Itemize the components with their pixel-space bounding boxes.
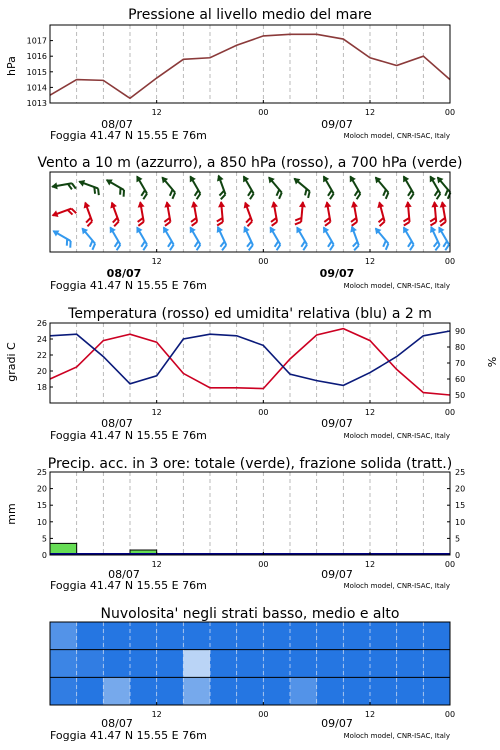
wind-barb-head <box>347 174 356 183</box>
precipitation-ytick-ticklabel: 10 <box>36 517 47 527</box>
wind-barb-head <box>320 225 329 234</box>
pressure-line <box>50 34 450 98</box>
wind-barb <box>295 201 307 226</box>
pressure-ytick-ticklabel: 1017 <box>26 36 47 46</box>
cloud-xtick-ticklabel: 12 <box>151 710 162 719</box>
wind-barb-feather <box>404 222 410 226</box>
wind-barb <box>134 201 148 226</box>
cloud-cell <box>423 622 450 650</box>
wind-barb-head <box>435 225 444 234</box>
cloud-cell <box>370 622 397 650</box>
cloud-cell <box>317 622 344 650</box>
wind-barb-head <box>267 225 276 234</box>
wind-barb <box>290 175 314 198</box>
temperature-date-1: 08/07 <box>101 417 133 430</box>
wind-barb <box>265 225 285 251</box>
pressure-ytick-ticklabel: 1016 <box>26 52 47 62</box>
cloud-cell <box>263 677 290 705</box>
wind-location: Foggia 41.47 N 15.55 E 76m <box>50 279 207 292</box>
wind-xtick-ticklabel: 00 <box>444 257 456 266</box>
humidity-ytick-ticklabel: 90 <box>455 327 466 336</box>
cloud-cell <box>343 677 370 705</box>
precipitation-ytick-ticklabel: 15 <box>36 501 47 511</box>
wind-barb <box>161 201 175 226</box>
pressure-ylabel: hPa <box>5 56 18 76</box>
wind-barb <box>370 225 393 249</box>
wind-barb-head <box>163 201 171 208</box>
precipitation-date-1: 08/07 <box>108 568 140 581</box>
wind-barb-head <box>215 173 224 181</box>
wind-xtick-ticklabel: 12 <box>151 257 162 266</box>
cloud-xtick-ticklabel: 12 <box>364 710 376 719</box>
wind-barb <box>103 176 129 196</box>
precipitation-ytick-ticklabel: 25 <box>36 468 47 477</box>
pressure-xtick-ticklabel: 12 <box>151 108 162 117</box>
wind-barb <box>398 174 418 200</box>
precipitation-ytick-right-ticklabel: 0 <box>455 551 461 560</box>
wind-barb-feather <box>295 221 301 225</box>
wind-barb <box>346 224 363 250</box>
temperature-credit: Moloch model, CNR-ISAC, Italy <box>343 432 450 440</box>
precipitation-grid <box>77 472 424 555</box>
precipitation-yticks <box>37 468 465 560</box>
precipitation-date-2: 09/07 <box>321 568 353 581</box>
wind-barb-head <box>51 182 58 190</box>
wind-barb <box>348 201 362 226</box>
wind-barb <box>106 200 123 226</box>
precipitation-ytick-ticklabel: 20 <box>36 484 47 494</box>
precipitation-credit: Moloch model, CNR-ISAC, Italy <box>343 582 450 590</box>
humidity-ylabel: % <box>485 356 498 368</box>
wind-barb <box>131 225 151 251</box>
wind-barb-feather <box>440 222 446 226</box>
cloud-cell <box>157 650 184 678</box>
cloud-title: Nuvolosita' negli strati basso, medio e alto <box>100 606 400 622</box>
wind-barb-head <box>133 174 142 183</box>
cloud-cell <box>397 622 424 650</box>
cloud-cells <box>50 622 450 705</box>
pressure-panel <box>5 7 455 142</box>
precipitation-bars <box>50 543 450 555</box>
wind-barb <box>321 201 335 226</box>
precipitation-ytick-right-ticklabel: 10 <box>455 517 466 527</box>
wind-barb <box>318 174 338 200</box>
precipitation-ytick-right-ticklabel: 5 <box>455 534 461 544</box>
cloud-cell <box>423 650 450 678</box>
wind-panel <box>37 155 462 292</box>
cloud-cell <box>183 650 210 678</box>
cloud-cell <box>290 677 317 705</box>
wind-barb <box>370 174 393 198</box>
wind-barb <box>436 201 450 226</box>
precipitation-xtick-ticklabel: 00 <box>444 560 456 569</box>
cloud-cell <box>210 622 237 650</box>
wind-barb-head <box>82 200 91 208</box>
cloud-cell <box>343 622 370 650</box>
wind-barb <box>398 225 418 251</box>
cloud-cell <box>50 622 77 650</box>
wind-barb-head <box>428 225 437 233</box>
wind-barb <box>428 201 440 226</box>
cloud-cell <box>237 677 264 705</box>
precipitation-xtick-ticklabel: 00 <box>258 560 269 569</box>
wind-barb-feather <box>430 222 436 226</box>
temperature-ytick-ticklabel: 22 <box>36 351 47 360</box>
wind-barb-head <box>376 200 384 208</box>
wind-date-2: 09/07 <box>319 267 355 280</box>
temperature-panel <box>5 306 498 442</box>
cloud-cell <box>130 622 157 650</box>
pressure-date-1: 08/07 <box>101 118 133 131</box>
wind-barb-head <box>137 201 145 208</box>
wind-barb-head <box>320 174 329 183</box>
wind-barb <box>345 174 365 200</box>
pressure-title: Pressione al livello medio del mare <box>128 7 372 23</box>
precipitation-frame <box>50 472 450 555</box>
cloud-cell <box>50 677 77 705</box>
precipitation-location: Foggia 41.47 N 15.55 E 76m <box>50 579 207 592</box>
wind-barb <box>77 225 100 249</box>
wind-barb-head <box>350 201 358 208</box>
wind-barb-feather <box>68 241 74 248</box>
wind-barb <box>213 173 230 199</box>
wind-barb-head <box>104 176 113 185</box>
precipitation-xtick-ticklabel: 12 <box>364 560 376 569</box>
pressure-ytick-ticklabel: 1015 <box>26 67 47 77</box>
temperature-title: Temperatura (rosso) ed umidita' relativa (blu) a 2 m <box>68 306 432 322</box>
cloud-cell <box>317 677 344 705</box>
wind-barb <box>239 225 258 251</box>
wind-barb-head <box>190 201 198 208</box>
cloud-cell <box>157 677 184 705</box>
cloud-cell <box>130 677 157 705</box>
wind-barb-head <box>218 201 225 208</box>
cloud-cell <box>370 677 397 705</box>
pressure-series <box>50 34 450 98</box>
wind-barb-head <box>427 174 436 183</box>
pressure-date-2: 09/07 <box>321 118 353 131</box>
cloud-cell <box>183 677 210 705</box>
precipitation-xtick-ticklabel: 12 <box>151 560 162 569</box>
cloud-date-1: 08/07 <box>101 717 133 730</box>
wind-barb <box>49 227 75 247</box>
wind-barb <box>131 174 151 200</box>
wind-barb-head <box>242 200 251 208</box>
precipitation-ylabel: mm <box>5 503 18 525</box>
wind-barb-head <box>133 225 142 234</box>
wind-barb-feather <box>217 222 223 226</box>
temperature-ytick-ticklabel: 24 <box>36 335 47 344</box>
wind-barb-feather <box>351 222 357 226</box>
pressure-ytick-ticklabel: 1013 <box>26 99 47 108</box>
pressure-yticks <box>27 37 53 108</box>
wind-barb-head <box>400 174 409 183</box>
wind-barb-head <box>299 201 306 208</box>
cloud-xtick-ticklabel: 00 <box>258 710 269 719</box>
cloud-cell <box>183 622 210 650</box>
wind-barb <box>185 225 205 251</box>
cloud-cell <box>397 650 424 678</box>
temperature-xtick-ticklabel: 00 <box>444 408 456 417</box>
wind-barb <box>79 200 96 226</box>
pressure-credit: Moloch model, CNR-ISAC, Italy <box>343 132 450 140</box>
wind-barb-head <box>240 174 249 183</box>
cloud-cell <box>263 622 290 650</box>
pressure-xtick-ticklabel: 00 <box>258 108 269 117</box>
precipitation-ytick-ticklabel: 0 <box>41 551 47 560</box>
wind-barb-head <box>160 225 169 234</box>
cloud-cell <box>423 677 450 705</box>
wind-credit: Moloch model, CNR-ISAC, Italy <box>343 282 450 290</box>
wind-xtick-ticklabel: 00 <box>258 257 269 266</box>
wind-date-1: 08/07 <box>106 267 142 280</box>
wind-barb-feather <box>72 183 76 189</box>
wind-barb <box>212 225 231 251</box>
wind-barb <box>402 201 414 226</box>
temperature-series <box>50 329 450 395</box>
cloud-cell <box>210 650 237 678</box>
wind-barbs <box>49 173 455 250</box>
wind-barb <box>158 225 178 251</box>
humidity-ytick-ticklabel: 60 <box>455 375 466 384</box>
precipitation-ytick-right-ticklabel: 15 <box>455 501 466 511</box>
wind-barb <box>268 201 282 226</box>
cloud-cell <box>237 650 264 678</box>
wind-barb-head <box>439 201 447 208</box>
cloud-cell <box>77 650 104 678</box>
precipitation-panel <box>5 456 465 592</box>
pressure-xtick-ticklabel: 12 <box>364 108 376 117</box>
wind-barb-head <box>293 225 302 234</box>
cloud-xtick-ticklabel: 00 <box>444 710 456 719</box>
wind-barb-feather <box>271 222 277 226</box>
wind-barb-head <box>108 200 117 208</box>
cloud-cell <box>77 677 104 705</box>
temperature-ylabel: gradi C <box>5 342 18 382</box>
wind-barb-head <box>270 201 278 208</box>
wind-barb <box>76 178 102 195</box>
cloud-cell <box>103 677 130 705</box>
precipitation-title: Precip. acc. in 3 ore: totale (verde), frazione solida (tratt.) <box>47 456 453 472</box>
wind-barb <box>239 200 256 226</box>
wind-barb <box>264 174 287 198</box>
cloud-cell <box>157 622 184 650</box>
cloud-cell <box>343 650 370 678</box>
wind-barb-feather <box>324 222 330 226</box>
temperature-ytick-ticklabel: 20 <box>36 367 47 376</box>
temperature-date-2: 09/07 <box>321 417 353 430</box>
wind-barb-feather <box>164 222 170 226</box>
cloud-cell <box>397 677 424 705</box>
pressure-xtick-ticklabel: 00 <box>444 108 456 117</box>
wind-barb-feather <box>96 188 101 195</box>
wind-barb <box>105 225 125 251</box>
pressure-ytick-ticklabel: 1014 <box>26 83 47 93</box>
temperature-ytick-ticklabel: 18 <box>36 383 47 392</box>
cloud-cell <box>130 650 157 678</box>
cloud-cell <box>50 650 77 678</box>
wind-barb-head <box>431 201 438 208</box>
cloud-panel <box>50 606 455 742</box>
precipitation-ytick-ticklabel: 5 <box>41 534 47 544</box>
cloud-cell <box>210 677 237 705</box>
cloud-cell <box>77 622 104 650</box>
cloud-cell <box>290 622 317 650</box>
cloud-credit: Moloch model, CNR-ISAC, Italy <box>343 732 450 740</box>
wind-barb-head <box>214 225 223 233</box>
wind-barb-feather <box>138 222 144 226</box>
precipitation-ytick-right-ticklabel: 25 <box>455 468 466 477</box>
wind-barb <box>238 174 258 200</box>
cloud-location: Foggia 41.47 N 15.55 E 76m <box>50 729 207 742</box>
wind-barb-head <box>77 178 85 187</box>
precipitation-ytick-right-ticklabel: 20 <box>455 484 466 494</box>
temperature-xtick-ticklabel: 00 <box>258 408 269 417</box>
humidity-ytick-ticklabel: 50 <box>455 391 466 400</box>
cloud-date-2: 09/07 <box>321 717 353 730</box>
temperature-line <box>50 329 450 395</box>
wind-barb <box>291 225 311 251</box>
wind-barb-head <box>50 210 58 219</box>
wind-barb <box>425 174 445 200</box>
temperature-location: Foggia 41.47 N 15.55 E 76m <box>50 429 207 442</box>
wind-barb-head <box>323 201 331 208</box>
wind-barb-head <box>51 227 60 236</box>
pressure-location: Foggia 41.47 N 15.55 E 76m <box>50 129 207 142</box>
pressure-grid <box>77 25 424 103</box>
wind-barb-feather <box>121 190 127 197</box>
cloud-cell <box>103 650 130 678</box>
cloud-cell <box>370 650 397 678</box>
wind-barb <box>318 225 338 251</box>
cloud-cell <box>317 650 344 678</box>
cloud-cell <box>103 622 130 650</box>
wind-barb <box>373 200 388 226</box>
wind-barb <box>215 201 227 226</box>
wind-barb <box>188 201 202 226</box>
wind-title: Vento a 10 m (azzurro), a 850 hPa (rosso), a 700 hPa (verde) <box>37 155 463 171</box>
wind-barb-head <box>404 201 411 208</box>
humidity-ytick-ticklabel: 70 <box>455 359 466 368</box>
temperature-xtick-ticklabel: 12 <box>364 408 376 417</box>
wind-xtick-ticklabel: 12 <box>364 257 376 266</box>
cloud-cell <box>263 650 290 678</box>
wind-barb <box>157 174 180 198</box>
wind-barb <box>51 179 76 193</box>
temperature-xtick-ticklabel: 12 <box>151 408 162 417</box>
wind-barb-feather <box>191 222 197 226</box>
humidity-ytick-ticklabel: 80 <box>455 343 466 352</box>
temperature-ytick-ticklabel: 26 <box>36 319 47 328</box>
wind-barb <box>185 174 205 200</box>
wind-barb <box>50 204 76 221</box>
cloud-cell <box>237 622 264 650</box>
wind-barb-head <box>187 225 196 234</box>
wind-barb-head <box>187 174 196 183</box>
cloud-cell <box>290 650 317 678</box>
